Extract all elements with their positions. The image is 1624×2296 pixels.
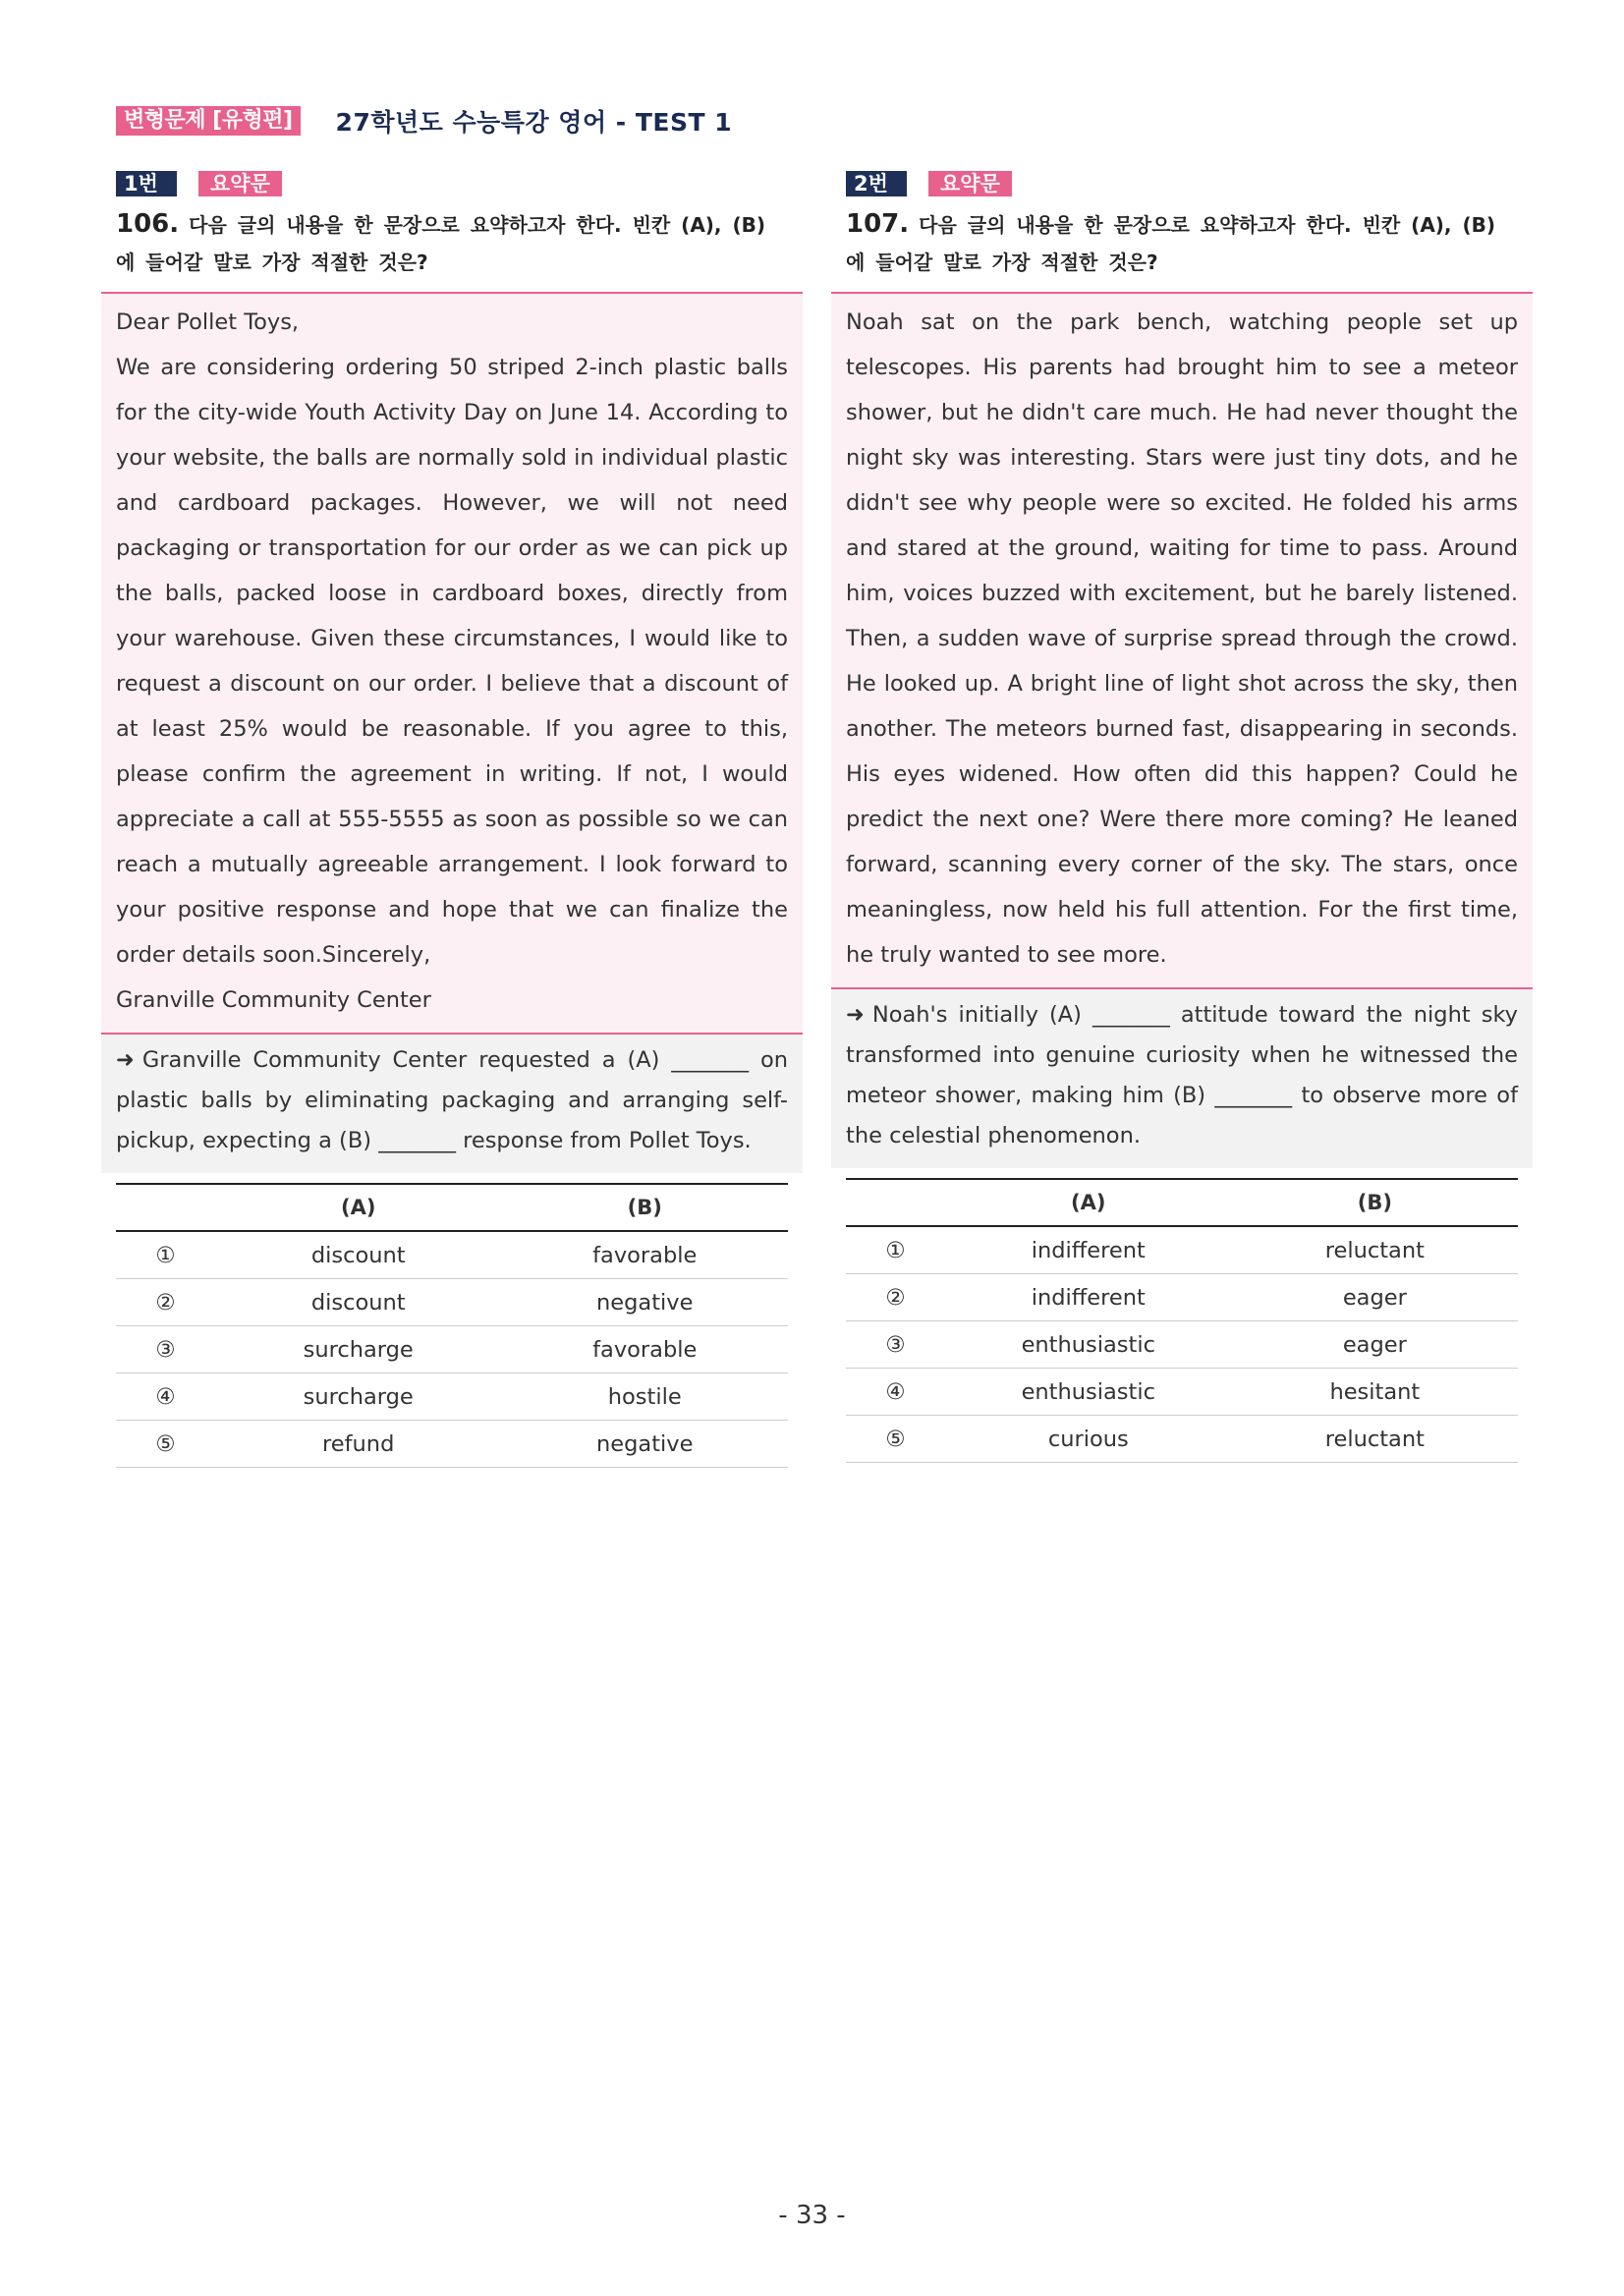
arrow-icon: ➜ bbox=[846, 1002, 865, 1028]
choice-number: ① bbox=[846, 1226, 945, 1274]
choice-row[interactable] bbox=[846, 1321, 1518, 1369]
choice-a: enthusiastic bbox=[945, 1369, 1232, 1416]
passage-body: We are considering ordering 50 striped 2-inch plastic balls for the city-wide Youth Activity Day on June 14. According to your website, the balls are normally sold in individual plastic and cardboard packages. However, we will not need packaging or transportation for our order as we can pick up the balls, packed loose in cardboard boxes, directly from your warehouse. Given these circumstances, I would like to request a discount on our order. I believe that a discount of at least 25% would be reasonable. If you agree to this, please confirm the agreement in writing. If not, I would appreciate a call at 555-5555 as soon as possible so we can reach a mutually agreeable arrangement. I look forward to your positive response and hope that we can finalize the order details soon.Sincerely, bbox=[116, 355, 788, 968]
header-a: (A) bbox=[215, 1184, 502, 1231]
choice-a: refund bbox=[215, 1421, 502, 1468]
choice-b: reluctant bbox=[1232, 1416, 1518, 1463]
header-number bbox=[846, 1179, 945, 1226]
choice-row[interactable] bbox=[846, 1226, 1518, 1274]
choice-a: discount bbox=[215, 1279, 502, 1326]
question-text: 다음 글의 내용을 한 문장으로 요약하고자 한다. 빈칸 (A), (B)에 들어갈 말로 가장 적절한 것은? bbox=[116, 213, 766, 274]
header-a: (A) bbox=[945, 1179, 1232, 1226]
question-labels bbox=[831, 171, 1533, 196]
question-number-tag: 2번 bbox=[846, 171, 907, 196]
choice-row[interactable] bbox=[116, 1421, 788, 1468]
passage bbox=[101, 292, 803, 1035]
choice-number: ④ bbox=[846, 1369, 945, 1416]
choice-a: curious bbox=[945, 1416, 1232, 1463]
choice-b: hostile bbox=[501, 1373, 788, 1421]
choice-number: ⑤ bbox=[116, 1421, 215, 1468]
choice-number: ① bbox=[116, 1231, 215, 1279]
choice-b: hesitant bbox=[1232, 1369, 1518, 1416]
arrow-icon: ➜ bbox=[116, 1047, 135, 1073]
choice-b: negative bbox=[501, 1421, 788, 1468]
choice-row[interactable] bbox=[846, 1369, 1518, 1416]
choice-b: negative bbox=[501, 1279, 788, 1326]
page-number: - 33 - bbox=[778, 2201, 846, 2230]
header-number bbox=[116, 1184, 215, 1231]
header-title: 27학년도 수능특강 영어 - TEST 1 bbox=[335, 108, 733, 137]
choice-row[interactable] bbox=[116, 1231, 788, 1279]
summary-text: Granville Community Center requested a (A) _______ on plastic balls by eliminating packaging and arranging self-pickup, expecting a (B) _______ response from Pollet Toys. bbox=[116, 1047, 788, 1153]
choice-number: ④ bbox=[116, 1373, 215, 1421]
question-number: 107. bbox=[846, 209, 910, 239]
choice-a: enthusiastic bbox=[945, 1321, 1232, 1369]
question-106-column bbox=[101, 171, 803, 1468]
choice-a: surcharge bbox=[215, 1373, 502, 1421]
question-number: 106. bbox=[116, 209, 180, 239]
header-tag: 변형문제 [유형편] bbox=[116, 106, 301, 136]
choice-number: ② bbox=[116, 1279, 215, 1326]
passage-signature: Granville Community Center bbox=[116, 987, 431, 1013]
choice-a: indifferent bbox=[945, 1274, 1232, 1321]
passage bbox=[831, 292, 1533, 989]
page-header bbox=[116, 104, 732, 138]
choice-number: ⑤ bbox=[846, 1416, 945, 1463]
choice-a: indifferent bbox=[945, 1226, 1232, 1274]
choices-table bbox=[116, 1183, 788, 1468]
choice-number: ③ bbox=[116, 1326, 215, 1373]
choices-header-row bbox=[846, 1179, 1518, 1226]
header-b: (B) bbox=[501, 1184, 788, 1231]
summary-box bbox=[101, 1035, 803, 1173]
choice-row[interactable] bbox=[846, 1416, 1518, 1463]
choice-number: ③ bbox=[846, 1321, 945, 1369]
choices-table bbox=[846, 1178, 1518, 1463]
choice-b: favorable bbox=[501, 1231, 788, 1279]
choice-row[interactable] bbox=[846, 1274, 1518, 1321]
question-107-column bbox=[831, 171, 1533, 1463]
summary-box bbox=[831, 989, 1533, 1168]
choice-b: eager bbox=[1232, 1274, 1518, 1321]
choice-b: eager bbox=[1232, 1321, 1518, 1369]
summary-text: Noah's initially (A) _______ attitude toward the night sky transformed into genuine curiosity when he witnessed the meteor shower, making him (B) _______ to observe more of the celestial phenomenon. bbox=[846, 1002, 1518, 1148]
question-number-tag: 1번 bbox=[116, 171, 177, 196]
choice-b: reluctant bbox=[1232, 1226, 1518, 1274]
choices-header-row bbox=[116, 1184, 788, 1231]
question-text: 다음 글의 내용을 한 문장으로 요약하고자 한다. 빈칸 (A), (B)에 들어갈 말로 가장 적절한 것은? bbox=[846, 213, 1496, 274]
choice-a: surcharge bbox=[215, 1326, 502, 1373]
header-b: (B) bbox=[1232, 1179, 1518, 1226]
question-prompt bbox=[831, 206, 1533, 282]
passage-greeting: Dear Pollet Toys, bbox=[116, 309, 300, 335]
choice-row[interactable] bbox=[116, 1373, 788, 1421]
question-type-tag: 요약문 bbox=[928, 171, 1012, 196]
question-labels bbox=[101, 171, 803, 196]
choice-row[interactable] bbox=[116, 1326, 788, 1373]
question-type-tag: 요약문 bbox=[198, 171, 282, 196]
choice-b: favorable bbox=[501, 1326, 788, 1373]
question-prompt bbox=[101, 206, 803, 282]
passage-body: Noah sat on the park bench, watching people set up telescopes. His parents had brought him to see a meteor shower, but he didn't care much. He had never thought the night sky was interesting. Stars were just tiny dots, and he didn't see why people were so excited. He folded his arms and stared at the ground, waiting for time to pass. Around him, voices buzzed with excitement, but he barely listened. Then, a sudden wave of surprise spread through the crowd. He looked up. A bright line of light shot across the sky, then another. The meteors burned fast, disappearing in seconds. His eyes widened. How often did this happen? Could he predict the next one? Were there more coming? He leaned forward, scanning every corner of the sky. The stars, once meaningless, now held his full attention. For the first time, he truly wanted to see more. bbox=[846, 309, 1518, 968]
choice-number: ② bbox=[846, 1274, 945, 1321]
choice-a: discount bbox=[215, 1231, 502, 1279]
choice-row[interactable] bbox=[116, 1279, 788, 1326]
